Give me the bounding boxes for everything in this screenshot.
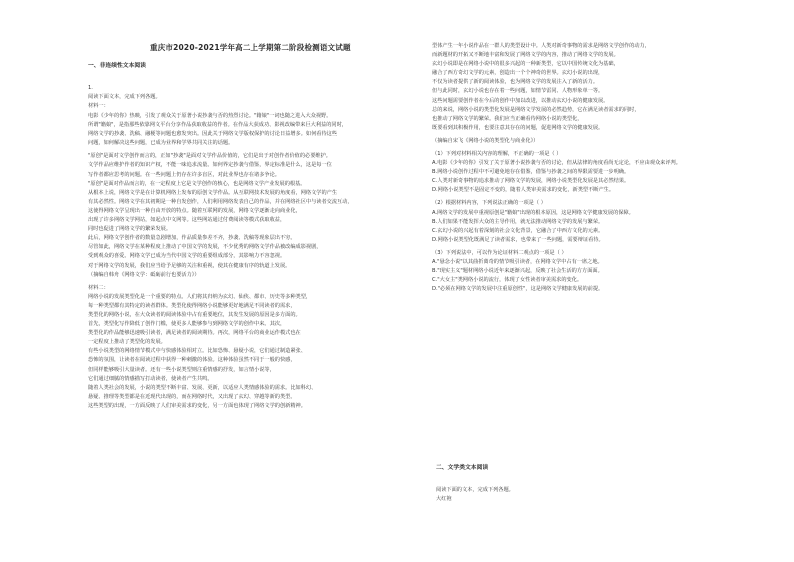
paragraph-line: 所谓"籍娘"，是指那些依靠网文平台分享作品获取收益的作者。在作品大获成功、影视改编带来巨大利益的同时， [88, 122, 347, 129]
paragraph-line: "原创"是面对文学创作而言的，正如"抄袭"是面对文学作品价值的，它们是出于对创作者价值的必要维护。 [88, 153, 331, 160]
paragraph-line: 悬疑、推理等类型都是在近现代出现的，而在网络时代，又出现了玄幻、穿越等新的类型。 [88, 393, 296, 400]
section-heading-1: 一、非连续性文本阅读 [88, 63, 146, 69]
paragraph-line: 玄幻小说即是在网络小说中的很多兴起的一种新类型，它以中国传统文化为基础， [432, 61, 619, 68]
paragraph-line: 文学作品应维护作者的知识产权，不能一味追求流量。如何界定抄袭与借鉴，界定标准是什么，这是每一位 [88, 162, 332, 169]
paragraph-line: 一定程度上推动了类型化的发展。 [88, 339, 166, 346]
paragraph-line: 受到观众的喜爱。网络文学已成为当代中国文学的重要组成部分，其影响力不容忽视。 [88, 253, 286, 260]
instruction-text-2: 阅读下面的文本，完成下列各题。 [436, 487, 514, 493]
right-column-body [432, 42, 762, 146]
paragraph-line: 这使得网络文学呈现出一种自由开放的特点。随着互联网的发展，网络文学逐渐走向商业化， [88, 207, 301, 214]
question-line: （3）下列说法中，可以作为论证材料二观点的一项是（ ） [432, 249, 567, 256]
paragraph-line: 既要看到其积极作用，也要注意其存在的问题，促进网络文学的健康发展。 [432, 124, 604, 131]
paragraph-line: 有些小说类型的网络情节模式中与快感体验相对立。比如恐怖、悬疑小说，它们通过制造紧张、 [88, 348, 306, 355]
question-line: C.人类对新奇事物的追求推动了网络文学的发展，网络小说类型化发展是其必然结果。 [432, 178, 630, 185]
paragraph-line: 网络文学的抄袭、洗稿、融梗等问题也愈发突出。因此关于网络文学版权保护的讨论日益增多。如何看待这些 [88, 131, 338, 138]
paragraph-line: 写作者都应思考的问题。在一些问题上仍存在许多盲区，对此业界也存在诸多争论。 [88, 171, 280, 178]
question-line: A.电影《少年的你》引发了关于原著小说抄袭与否的讨论，但从法律的角度看尚无定论，不应由观众来评判。 [432, 160, 681, 167]
paragraph-line: 它们通过细腻的情感描写打动读者，使读者产生共鸣。 [88, 375, 213, 382]
question-line: B.人们如果不能发挥大众的主导作用，就无法推动网络文学的发展与繁荣。 [432, 218, 604, 225]
question-line: C."大女主"类网络小说的流行，体现了女性读者审美需求的变化。 [432, 277, 583, 284]
instruction-text: 阅读下面文本，完成下列各题。 [88, 94, 161, 101]
paragraph-line: 恐怖的氛围，让读者在阅读过程中获得一种刺激的体验。这种体验虽然不同于一般的快感， [88, 357, 296, 364]
page-title: 重庆市2020-2021学年高二上学期第二阶段检测语文试题 [150, 43, 351, 52]
question-line: B."现实主义"题材网络小说近年来逐渐兴起，反映了社会生活的方方面面。 [432, 268, 603, 275]
paragraph-line: 每一种类型都有其特定的读者群体。类型化使得网络小说能够更好地满足不同读者的需求， [88, 302, 296, 309]
section-heading-2: 二、文学类文本阅读 [436, 465, 489, 471]
paragraph-line: 同时也促进了网络文学的繁荣发展。 [88, 226, 172, 233]
paragraph-line: 但同样能够吸引大量读者。还有一些小说类型则注重情感的抒发，如言情小说等， [88, 366, 275, 373]
material-label: 材料一： [88, 103, 109, 110]
question-line: A.网络文学的发展中重视原创是"籍娘"出现的根本原因，这是网络文学健康发展的保障。 [432, 209, 634, 216]
paragraph-line: 总的来说，网络小说的类型化发展是网络文学发展的必然趋势，它在满足读者需求的同时， [432, 106, 640, 113]
paragraph-line: （摘编自韩舟《网络文学：砥砺前行也要活力》） [88, 271, 200, 278]
question-line: （1）下列对材料相关内容的理解，不正确的一项是（ ） [432, 151, 562, 157]
paragraph-line: 从根本上说，网络文学是在计算机网络上发布的原创文学作品。从互联网技术发展的角度看，网络文学的产生 [88, 189, 338, 196]
question-line: D.网络小说类型不是固定不变的，随着人类审美需求的变化，新类型不断产生。 [432, 187, 615, 194]
paragraph-line: 不仅为读者提供了新的阅读体验，也为网络文学的发展注入了新的活力。 [432, 79, 599, 86]
paragraph-line: 类型化的作品能够迅速吸引读者，满足读者的阅读期待。再次，网络平台的商业运作模式也在 [88, 330, 301, 337]
paragraph-line: 而新题材的开拓又不断地丰富和发展了网络文学的内容，推动了网络文学的发展。 [432, 52, 619, 59]
questions-block [432, 150, 762, 294]
story-title: 大红袍 [436, 496, 452, 503]
paragraph-line: 尽管如此，网络文学在某种程度上推动了中国文学的发展，不少优秀的网络文学作品被改编成影视剧， [88, 244, 322, 251]
question-line: （2）根据材料内容，下列说法正确的一项是（ ） [432, 200, 546, 207]
question-line: B.网络小说创作过程中不可避免地存在借鉴，借鉴与抄袭之间的界限需要进一步明确。 [432, 169, 630, 176]
question-line: D."必须在网络文学的发展中注重原创性"，这是网络文学健康发展的前提。 [432, 286, 604, 293]
paragraph-line: 型体产生一年小说作品在一群人的类型设计中。人类对新奇事物的需求是网络文学创作的动力， [432, 43, 650, 49]
question-line: D.网络小说类型化既满足了读者需求，也带来了一些问题，需要辩证看待。 [432, 236, 604, 243]
paragraph-line: 融合了西方奇幻文学的元素，创造出一个个神奇的世界。玄幻小说的出现， [432, 70, 604, 77]
question-line: C.玄幻小说的兴起有着深刻的社会文化背景，它融合了中西方文化的元素。 [432, 227, 604, 234]
paragraph-line: 对于网络文学的发展，我们应当给予足够的关注和重视，使其在健康有序的轨道上发展。 [88, 262, 291, 269]
left-column-body [88, 112, 418, 411]
paragraph-line: 问题，如何解决这些问题，已成为业界和学界共同关注的话题。 [88, 140, 234, 147]
paragraph-line: 这些问题需要创作者在今后的创作中加以改进，以推动玄幻小说的健康发展。 [432, 97, 609, 104]
paragraph-line: 这些类型的出现，一方面反映了人们审美需求的变化，另一方面也体现了网络文学的创新精神。 [88, 402, 306, 409]
paragraph-line: 但与此同时，玄幻小说也存在着一些问题，如情节雷同、人物形象单一等。 [432, 88, 604, 95]
paragraph-line: 电影《少年的你》热映，引发了观众关于原著小说抄袭与否的热烈讨论。"籍娘"一词也随之进入大众视野。 [88, 113, 332, 119]
paragraph-line: 有其必然性。网络文学在其初期是一种自发创作，人们利用网络发表自己的作品，并在网络社区中与读者交流互动， [88, 198, 353, 205]
paragraph-line: 首先，类型化写作降低了创作门槛，使更多人能够参与到网络文学的创作中来。其次， [88, 321, 286, 328]
paragraph-line: 随着人类社会的发展，小说的类型不断丰富、发展、更新，以适应人类情感体验的需求。比如科幻、 [88, 384, 317, 391]
question-number: 1. [88, 85, 93, 91]
paragraph-line: 也推动了网络文学的繁荣。我们应当正确看待网络小说的类型化， [432, 115, 583, 122]
question-line: A."悬念小说"以其曲折离奇的情节吸引读者，在网络文学中占有一席之地。 [432, 259, 603, 266]
paragraph-line: 材料二： [88, 284, 109, 291]
paragraph-line: 此后，网络文学创作者的数量急剧增加，作品质量参差不齐，抄袭、洗稿等现象层出不穷。 [88, 235, 296, 242]
paragraph-line: （摘编自宋飞《网络小说的类型化与商业化》） [432, 137, 539, 144]
intro-block [88, 84, 418, 111]
paragraph-line: 类型化的网络小说，在大众读者的阅读体验中占有重要地位，其发生发展的原因是多方面的。 [88, 311, 301, 318]
paragraph-line: "原创"是面对作品而言的，在一定程度上它是文学创作的核心，也是网络文学产业发展的根基。 [88, 180, 306, 187]
paragraph-line: 网络小说的发展类型化是一个重要的特点。人们将其归纳为玄幻、仙侠、都市、历史等多种类型， [88, 293, 312, 300]
paragraph-line: 出现了许多网络文学网站，如起点中文网等。这些网站通过付费阅读等模式获取收益， [88, 217, 286, 224]
section2-intro [436, 486, 766, 504]
